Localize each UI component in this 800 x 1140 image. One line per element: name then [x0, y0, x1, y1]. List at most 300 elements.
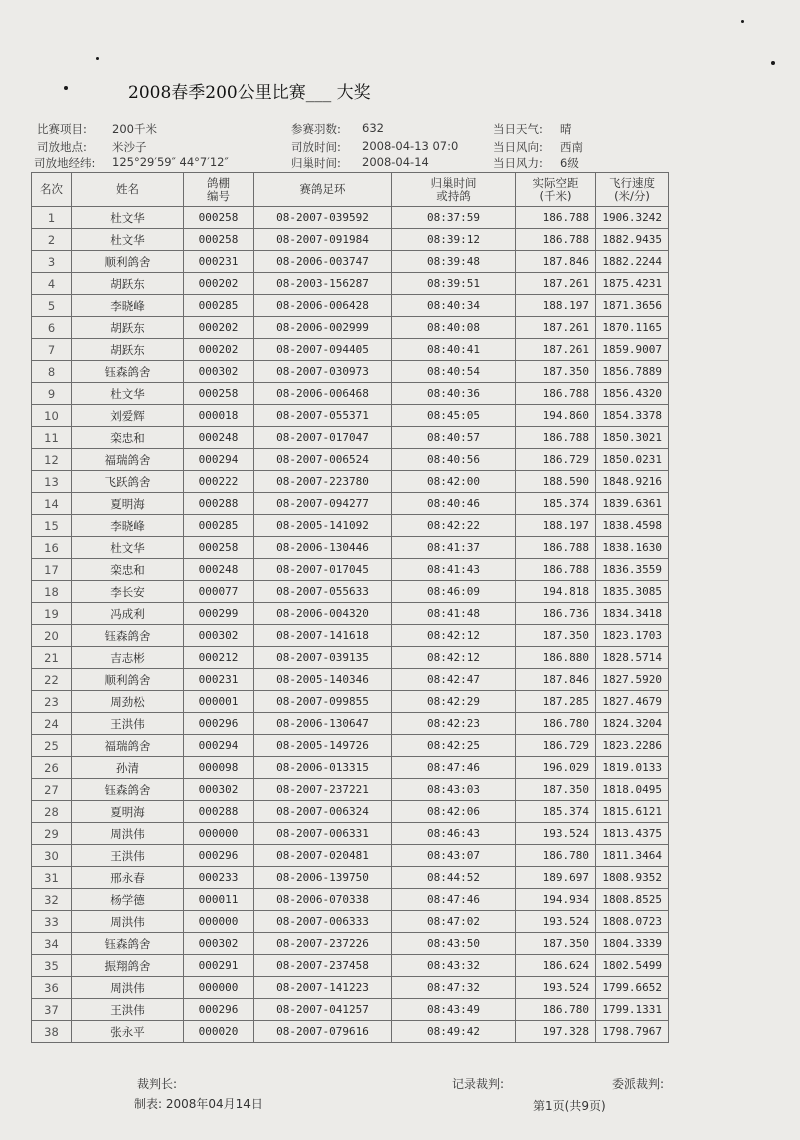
header-loft-line1: 鸽棚 — [207, 175, 230, 190]
table-row — [32, 251, 669, 273]
event-value: 200千米 — [112, 122, 157, 136]
distance-cell: 194.934 — [516, 889, 596, 911]
distance-cell: 188.197 — [516, 515, 596, 537]
return-time-cell: 08:43:03 — [392, 779, 516, 801]
name-cell: 飞跃鸽舍 — [72, 471, 184, 493]
rank-cell: 35 — [32, 955, 72, 977]
speed-cell: 1799.6652 — [596, 977, 669, 999]
name-cell: 王洪伟 — [72, 999, 184, 1021]
loft-cell: 000018 — [184, 405, 254, 427]
table-row — [32, 493, 669, 515]
table-row — [32, 581, 669, 603]
scan-speck — [96, 57, 99, 60]
loft-cell: 000011 — [184, 889, 254, 911]
rank-cell: 27 — [32, 779, 72, 801]
header-rank: 名次 — [32, 173, 72, 207]
speed-cell: 1871.3656 — [596, 295, 669, 317]
loft-cell: 000294 — [184, 449, 254, 471]
rank-cell: 8 — [32, 361, 72, 383]
loft-cell: 000296 — [184, 999, 254, 1021]
return-time-cell: 08:42:47 — [392, 669, 516, 691]
ring-cell: 08-2007-006524 — [254, 449, 392, 471]
prepared-date: 制表: 2008年04月14日 — [134, 1097, 263, 1111]
speed-cell: 1906.3242 — [596, 207, 669, 229]
rank-cell: 18 — [32, 581, 72, 603]
rank-cell: 34 — [32, 933, 72, 955]
name-cell: 刘爱辉 — [72, 405, 184, 427]
distance-cell: 186.788 — [516, 559, 596, 581]
return-time-cell: 08:46:09 — [392, 581, 516, 603]
name-cell: 胡跃东 — [72, 339, 184, 361]
name-cell: 孙清 — [72, 757, 184, 779]
loft-cell: 000020 — [184, 1021, 254, 1043]
loft-cell: 000302 — [184, 625, 254, 647]
table-row — [32, 955, 669, 977]
table-row — [32, 559, 669, 581]
name-cell: 夏明海 — [72, 493, 184, 515]
name-cell: 夏明海 — [72, 801, 184, 823]
rank-cell: 11 — [32, 427, 72, 449]
table-row — [32, 933, 669, 955]
table-row — [32, 999, 669, 1021]
ring-cell: 08-2007-055371 — [254, 405, 392, 427]
distance-cell: 187.846 — [516, 669, 596, 691]
speed-cell: 1808.0723 — [596, 911, 669, 933]
rank-cell: 38 — [32, 1021, 72, 1043]
loft-cell: 000302 — [184, 779, 254, 801]
table-row — [32, 867, 669, 889]
loft-cell: 000294 — [184, 735, 254, 757]
return-time-cell: 08:43:32 — [392, 955, 516, 977]
loft-cell: 000000 — [184, 911, 254, 933]
name-cell: 钰森鸽舍 — [72, 361, 184, 383]
return-time-cell: 08:42:23 — [392, 713, 516, 735]
distance-cell: 194.860 — [516, 405, 596, 427]
loft-cell: 000212 — [184, 647, 254, 669]
return-time-cell: 08:44:52 — [392, 867, 516, 889]
loft-cell: 000285 — [184, 295, 254, 317]
distance-cell: 187.350 — [516, 779, 596, 801]
speed-cell: 1835.3085 — [596, 581, 669, 603]
return-time-cell: 08:39:51 — [392, 273, 516, 295]
loft-cell: 000000 — [184, 977, 254, 999]
table-row — [32, 911, 669, 933]
table-row — [32, 295, 669, 317]
ring-cell: 08-2007-091984 — [254, 229, 392, 251]
speed-cell: 1824.3204 — [596, 713, 669, 735]
rank-cell: 24 — [32, 713, 72, 735]
header-speed-line1: 飞行速度 — [609, 175, 655, 190]
page-title: 2008春季200公里比赛___ 大奖 — [128, 83, 371, 103]
speed-cell: 1818.0495 — [596, 779, 669, 801]
name-cell: 周劲松 — [72, 691, 184, 713]
name-cell: 栾忠和 — [72, 559, 184, 581]
ring-cell: 08-2007-039135 — [254, 647, 392, 669]
ring-cell: 08-2005-140346 — [254, 669, 392, 691]
ring-cell: 08-2007-006333 — [254, 911, 392, 933]
rank-cell: 5 — [32, 295, 72, 317]
speed-cell: 1838.1630 — [596, 537, 669, 559]
ring-cell: 08-2006-139750 — [254, 867, 392, 889]
coords-value: 125°29′59″ 44°7′12″ — [112, 155, 229, 169]
speed-cell: 1823.1703 — [596, 625, 669, 647]
release-place-label: 司放地点: — [37, 140, 87, 154]
rank-cell: 17 — [32, 559, 72, 581]
return-time-cell: 08:41:43 — [392, 559, 516, 581]
ring-cell: 08-2003-156287 — [254, 273, 392, 295]
rank-cell: 36 — [32, 977, 72, 999]
speed-cell: 1839.6361 — [596, 493, 669, 515]
ring-cell: 08-2006-006468 — [254, 383, 392, 405]
header-name: 姓名 — [72, 173, 184, 207]
table-row — [32, 625, 669, 647]
speed-cell: 1823.2286 — [596, 735, 669, 757]
speed-cell: 1854.3378 — [596, 405, 669, 427]
table-row — [32, 471, 669, 493]
rank-cell: 16 — [32, 537, 72, 559]
entries-label: 参赛羽数: — [291, 122, 341, 136]
table-row — [32, 515, 669, 537]
ring-cell: 08-2007-237226 — [254, 933, 392, 955]
table-row — [32, 427, 669, 449]
return-time-cell: 08:47:46 — [392, 757, 516, 779]
speed-cell: 1828.5714 — [596, 647, 669, 669]
ring-cell: 08-2006-013315 — [254, 757, 392, 779]
name-cell: 顺利鸽舍 — [72, 251, 184, 273]
distance-cell: 187.261 — [516, 317, 596, 339]
name-cell: 顺利鸽舍 — [72, 669, 184, 691]
results-table — [31, 172, 669, 1043]
speed-cell: 1836.3559 — [596, 559, 669, 581]
loft-cell: 000222 — [184, 471, 254, 493]
ring-cell: 08-2007-141618 — [254, 625, 392, 647]
loft-cell: 000299 — [184, 603, 254, 625]
loft-cell: 000258 — [184, 207, 254, 229]
rank-cell: 4 — [32, 273, 72, 295]
speed-cell: 1811.3464 — [596, 845, 669, 867]
table-row — [32, 1021, 669, 1043]
loft-cell: 000296 — [184, 845, 254, 867]
return-time-cell: 08:47:32 — [392, 977, 516, 999]
return-time-cell: 08:42:22 — [392, 515, 516, 537]
return-time-cell: 08:43:07 — [392, 845, 516, 867]
rank-cell: 2 — [32, 229, 72, 251]
distance-cell: 186.780 — [516, 999, 596, 1021]
distance-cell: 187.350 — [516, 933, 596, 955]
loft-cell: 000258 — [184, 383, 254, 405]
loft-cell: 000233 — [184, 867, 254, 889]
distance-cell: 193.524 — [516, 911, 596, 933]
loft-cell: 000288 — [184, 493, 254, 515]
rank-cell: 31 — [32, 867, 72, 889]
speed-cell: 1799.1331 — [596, 999, 669, 1021]
loft-cell: 000001 — [184, 691, 254, 713]
table-row — [32, 317, 669, 339]
header-speed — [596, 173, 669, 207]
distance-cell: 185.374 — [516, 801, 596, 823]
return-time-cell: 08:40:08 — [392, 317, 516, 339]
wind-force-value: 6级 — [560, 156, 579, 170]
distance-cell: 186.780 — [516, 845, 596, 867]
table-row — [32, 801, 669, 823]
speed-cell: 1850.3021 — [596, 427, 669, 449]
return-time-cell: 08:40:36 — [392, 383, 516, 405]
table-row — [32, 691, 669, 713]
header-speed-line2: (米/分) — [614, 188, 650, 203]
loft-cell: 000288 — [184, 801, 254, 823]
header-return-time — [392, 173, 516, 207]
return-time-cell: 08:40:41 — [392, 339, 516, 361]
name-cell: 吉志彬 — [72, 647, 184, 669]
name-cell: 钰森鸽舍 — [72, 933, 184, 955]
rank-cell: 1 — [32, 207, 72, 229]
speed-cell: 1827.4679 — [596, 691, 669, 713]
ring-cell: 08-2007-141223 — [254, 977, 392, 999]
return-time-cell: 08:40:56 — [392, 449, 516, 471]
ring-cell: 08-2006-070338 — [254, 889, 392, 911]
speed-cell: 1798.7967 — [596, 1021, 669, 1043]
loft-cell: 000202 — [184, 273, 254, 295]
ring-cell: 08-2007-017045 — [254, 559, 392, 581]
scan-speck — [64, 86, 68, 90]
table-row — [32, 449, 669, 471]
rank-cell: 23 — [32, 691, 72, 713]
distance-cell: 186.788 — [516, 537, 596, 559]
name-cell: 王洪伟 — [72, 845, 184, 867]
distance-cell: 187.846 — [516, 251, 596, 273]
release-place-value: 米沙子 — [112, 140, 147, 154]
ring-cell: 08-2005-141092 — [254, 515, 392, 537]
speed-cell: 1882.9435 — [596, 229, 669, 251]
return-time-cell: 08:42:06 — [392, 801, 516, 823]
rank-cell: 25 — [32, 735, 72, 757]
speed-cell: 1827.5920 — [596, 669, 669, 691]
rank-cell: 3 — [32, 251, 72, 273]
ring-cell: 08-2007-099855 — [254, 691, 392, 713]
distance-cell: 189.697 — [516, 867, 596, 889]
table-row — [32, 889, 669, 911]
ring-cell: 08-2007-006324 — [254, 801, 392, 823]
header-distance-line1: 实际空距 — [532, 175, 579, 190]
loft-cell: 000296 — [184, 713, 254, 735]
name-cell: 钰森鸽舍 — [72, 625, 184, 647]
return-time-cell: 08:42:12 — [392, 647, 516, 669]
return-time-cell: 08:42:25 — [392, 735, 516, 757]
name-cell: 周洪伟 — [72, 823, 184, 845]
entries-value: 632 — [362, 121, 384, 135]
name-cell: 福瑞鸽舍 — [72, 449, 184, 471]
wind-direction-label: 当日风向: — [493, 140, 543, 154]
speed-cell: 1838.4598 — [596, 515, 669, 537]
ring-cell: 08-2006-004320 — [254, 603, 392, 625]
rank-cell: 30 — [32, 845, 72, 867]
header-loft — [184, 173, 254, 207]
name-cell: 杜文华 — [72, 383, 184, 405]
rank-cell: 9 — [32, 383, 72, 405]
distance-cell: 196.029 — [516, 757, 596, 779]
ring-cell: 08-2006-006428 — [254, 295, 392, 317]
ring-cell: 08-2006-002999 — [254, 317, 392, 339]
table-row — [32, 757, 669, 779]
distance-cell: 187.350 — [516, 361, 596, 383]
name-cell: 杜文华 — [72, 229, 184, 251]
table-row — [32, 273, 669, 295]
rank-cell: 29 — [32, 823, 72, 845]
distance-cell: 194.818 — [516, 581, 596, 603]
return-time-cell: 08:45:05 — [392, 405, 516, 427]
rank-cell: 21 — [32, 647, 72, 669]
loft-cell: 000077 — [184, 581, 254, 603]
table-row — [32, 537, 669, 559]
table-row — [32, 383, 669, 405]
name-cell: 胡跃东 — [72, 273, 184, 295]
header-loft-line2: 编号 — [207, 188, 230, 203]
table-row — [32, 603, 669, 625]
distance-cell: 187.285 — [516, 691, 596, 713]
return-time-cell: 08:37:59 — [392, 207, 516, 229]
ring-cell: 08-2006-130647 — [254, 713, 392, 735]
rank-cell: 13 — [32, 471, 72, 493]
return-time-cell: 08:40:57 — [392, 427, 516, 449]
speed-cell: 1856.7889 — [596, 361, 669, 383]
distance-cell: 186.729 — [516, 735, 596, 757]
return-time-cell: 08:43:49 — [392, 999, 516, 1021]
speed-cell: 1834.3418 — [596, 603, 669, 625]
speed-cell: 1819.0133 — [596, 757, 669, 779]
page-indicator: 第1页(共9页) — [533, 1099, 606, 1113]
distance-cell: 187.350 — [516, 625, 596, 647]
ring-cell: 08-2007-020481 — [254, 845, 392, 867]
rank-cell: 26 — [32, 757, 72, 779]
speed-cell: 1808.9352 — [596, 867, 669, 889]
distance-cell: 186.729 — [516, 449, 596, 471]
ring-cell: 08-2007-055633 — [254, 581, 392, 603]
loft-cell: 000248 — [184, 559, 254, 581]
speed-cell: 1815.6121 — [596, 801, 669, 823]
distance-cell: 187.261 — [516, 339, 596, 361]
name-cell: 李长安 — [72, 581, 184, 603]
loft-cell: 000231 — [184, 669, 254, 691]
return-time-cell: 08:41:37 — [392, 537, 516, 559]
ring-cell: 08-2005-149726 — [254, 735, 392, 757]
weather-value: 晴 — [560, 122, 572, 136]
distance-cell: 186.788 — [516, 207, 596, 229]
name-cell: 冯成利 — [72, 603, 184, 625]
header-return-time-line2: 或持鸽 — [436, 188, 471, 203]
rank-cell: 7 — [32, 339, 72, 361]
dispatch-judge-label: 委派裁判: — [612, 1077, 665, 1091]
distance-cell: 186.624 — [516, 955, 596, 977]
loft-cell: 000302 — [184, 933, 254, 955]
name-cell: 福瑞鸽舍 — [72, 735, 184, 757]
rank-cell: 33 — [32, 911, 72, 933]
speed-cell: 1856.4320 — [596, 383, 669, 405]
rank-cell: 14 — [32, 493, 72, 515]
loft-cell: 000231 — [184, 251, 254, 273]
distance-cell: 193.524 — [516, 977, 596, 999]
name-cell: 杜文华 — [72, 537, 184, 559]
distance-cell: 188.197 — [516, 295, 596, 317]
table-row — [32, 229, 669, 251]
ring-cell: 08-2007-017047 — [254, 427, 392, 449]
speed-cell: 1870.1165 — [596, 317, 669, 339]
loft-cell: 000258 — [184, 537, 254, 559]
return-time-value: 2008-04-14 — [362, 155, 429, 169]
distance-cell: 185.374 — [516, 493, 596, 515]
coords-label: 司放地经纬: — [34, 156, 96, 170]
loft-cell: 000285 — [184, 515, 254, 537]
speed-cell: 1882.2244 — [596, 251, 669, 273]
table-row — [32, 713, 669, 735]
speed-cell: 1848.9216 — [596, 471, 669, 493]
name-cell: 周洪伟 — [72, 977, 184, 999]
rank-cell: 19 — [32, 603, 72, 625]
distance-cell: 193.524 — [516, 823, 596, 845]
rank-cell: 32 — [32, 889, 72, 911]
rank-cell: 12 — [32, 449, 72, 471]
name-cell: 张永平 — [72, 1021, 184, 1043]
return-time-cell: 08:49:42 — [392, 1021, 516, 1043]
return-time-cell: 08:41:48 — [392, 603, 516, 625]
speed-cell: 1802.5499 — [596, 955, 669, 977]
table-row — [32, 361, 669, 383]
ring-cell: 08-2006-130446 — [254, 537, 392, 559]
ring-cell: 08-2007-237458 — [254, 955, 392, 977]
return-time-cell: 08:40:54 — [392, 361, 516, 383]
loft-cell: 000202 — [184, 317, 254, 339]
loft-cell: 000000 — [184, 823, 254, 845]
header-distance — [516, 173, 596, 207]
distance-cell: 186.736 — [516, 603, 596, 625]
judge-label: 裁判长: — [137, 1077, 178, 1091]
speed-cell: 1808.8525 — [596, 889, 669, 911]
name-cell: 杜文华 — [72, 207, 184, 229]
return-time-cell: 08:42:29 — [392, 691, 516, 713]
ring-cell: 08-2007-039592 — [254, 207, 392, 229]
name-cell: 杨学德 — [72, 889, 184, 911]
header-ring: 赛鸽足环 — [254, 173, 392, 207]
name-cell: 王洪伟 — [72, 713, 184, 735]
ring-cell: 08-2007-041257 — [254, 999, 392, 1021]
speed-cell: 1875.4231 — [596, 273, 669, 295]
loft-cell: 000248 — [184, 427, 254, 449]
distance-cell: 186.780 — [516, 713, 596, 735]
return-time-label: 归巢时间: — [291, 156, 341, 170]
header-return-time-line1: 归巢时间 — [430, 175, 477, 190]
return-time-cell: 08:39:12 — [392, 229, 516, 251]
ring-cell: 08-2007-006331 — [254, 823, 392, 845]
return-time-cell: 08:40:34 — [392, 295, 516, 317]
weather-label: 当日天气: — [493, 122, 543, 136]
rank-cell: 22 — [32, 669, 72, 691]
table-row — [32, 845, 669, 867]
rank-cell: 10 — [32, 405, 72, 427]
return-time-cell: 08:42:00 — [392, 471, 516, 493]
distance-cell: 186.788 — [516, 383, 596, 405]
return-time-cell: 08:39:48 — [392, 251, 516, 273]
name-cell: 周洪伟 — [72, 911, 184, 933]
speed-cell: 1804.3339 — [596, 933, 669, 955]
loft-cell: 000302 — [184, 361, 254, 383]
ring-cell: 08-2007-030973 — [254, 361, 392, 383]
loft-cell: 000098 — [184, 757, 254, 779]
ring-cell: 08-2007-094277 — [254, 493, 392, 515]
wind-direction-value: 西南 — [560, 140, 583, 154]
return-time-cell: 08:43:50 — [392, 933, 516, 955]
return-time-cell: 08:47:02 — [392, 911, 516, 933]
release-time-label: 司放时间: — [291, 140, 341, 154]
return-time-cell: 08:42:12 — [392, 625, 516, 647]
